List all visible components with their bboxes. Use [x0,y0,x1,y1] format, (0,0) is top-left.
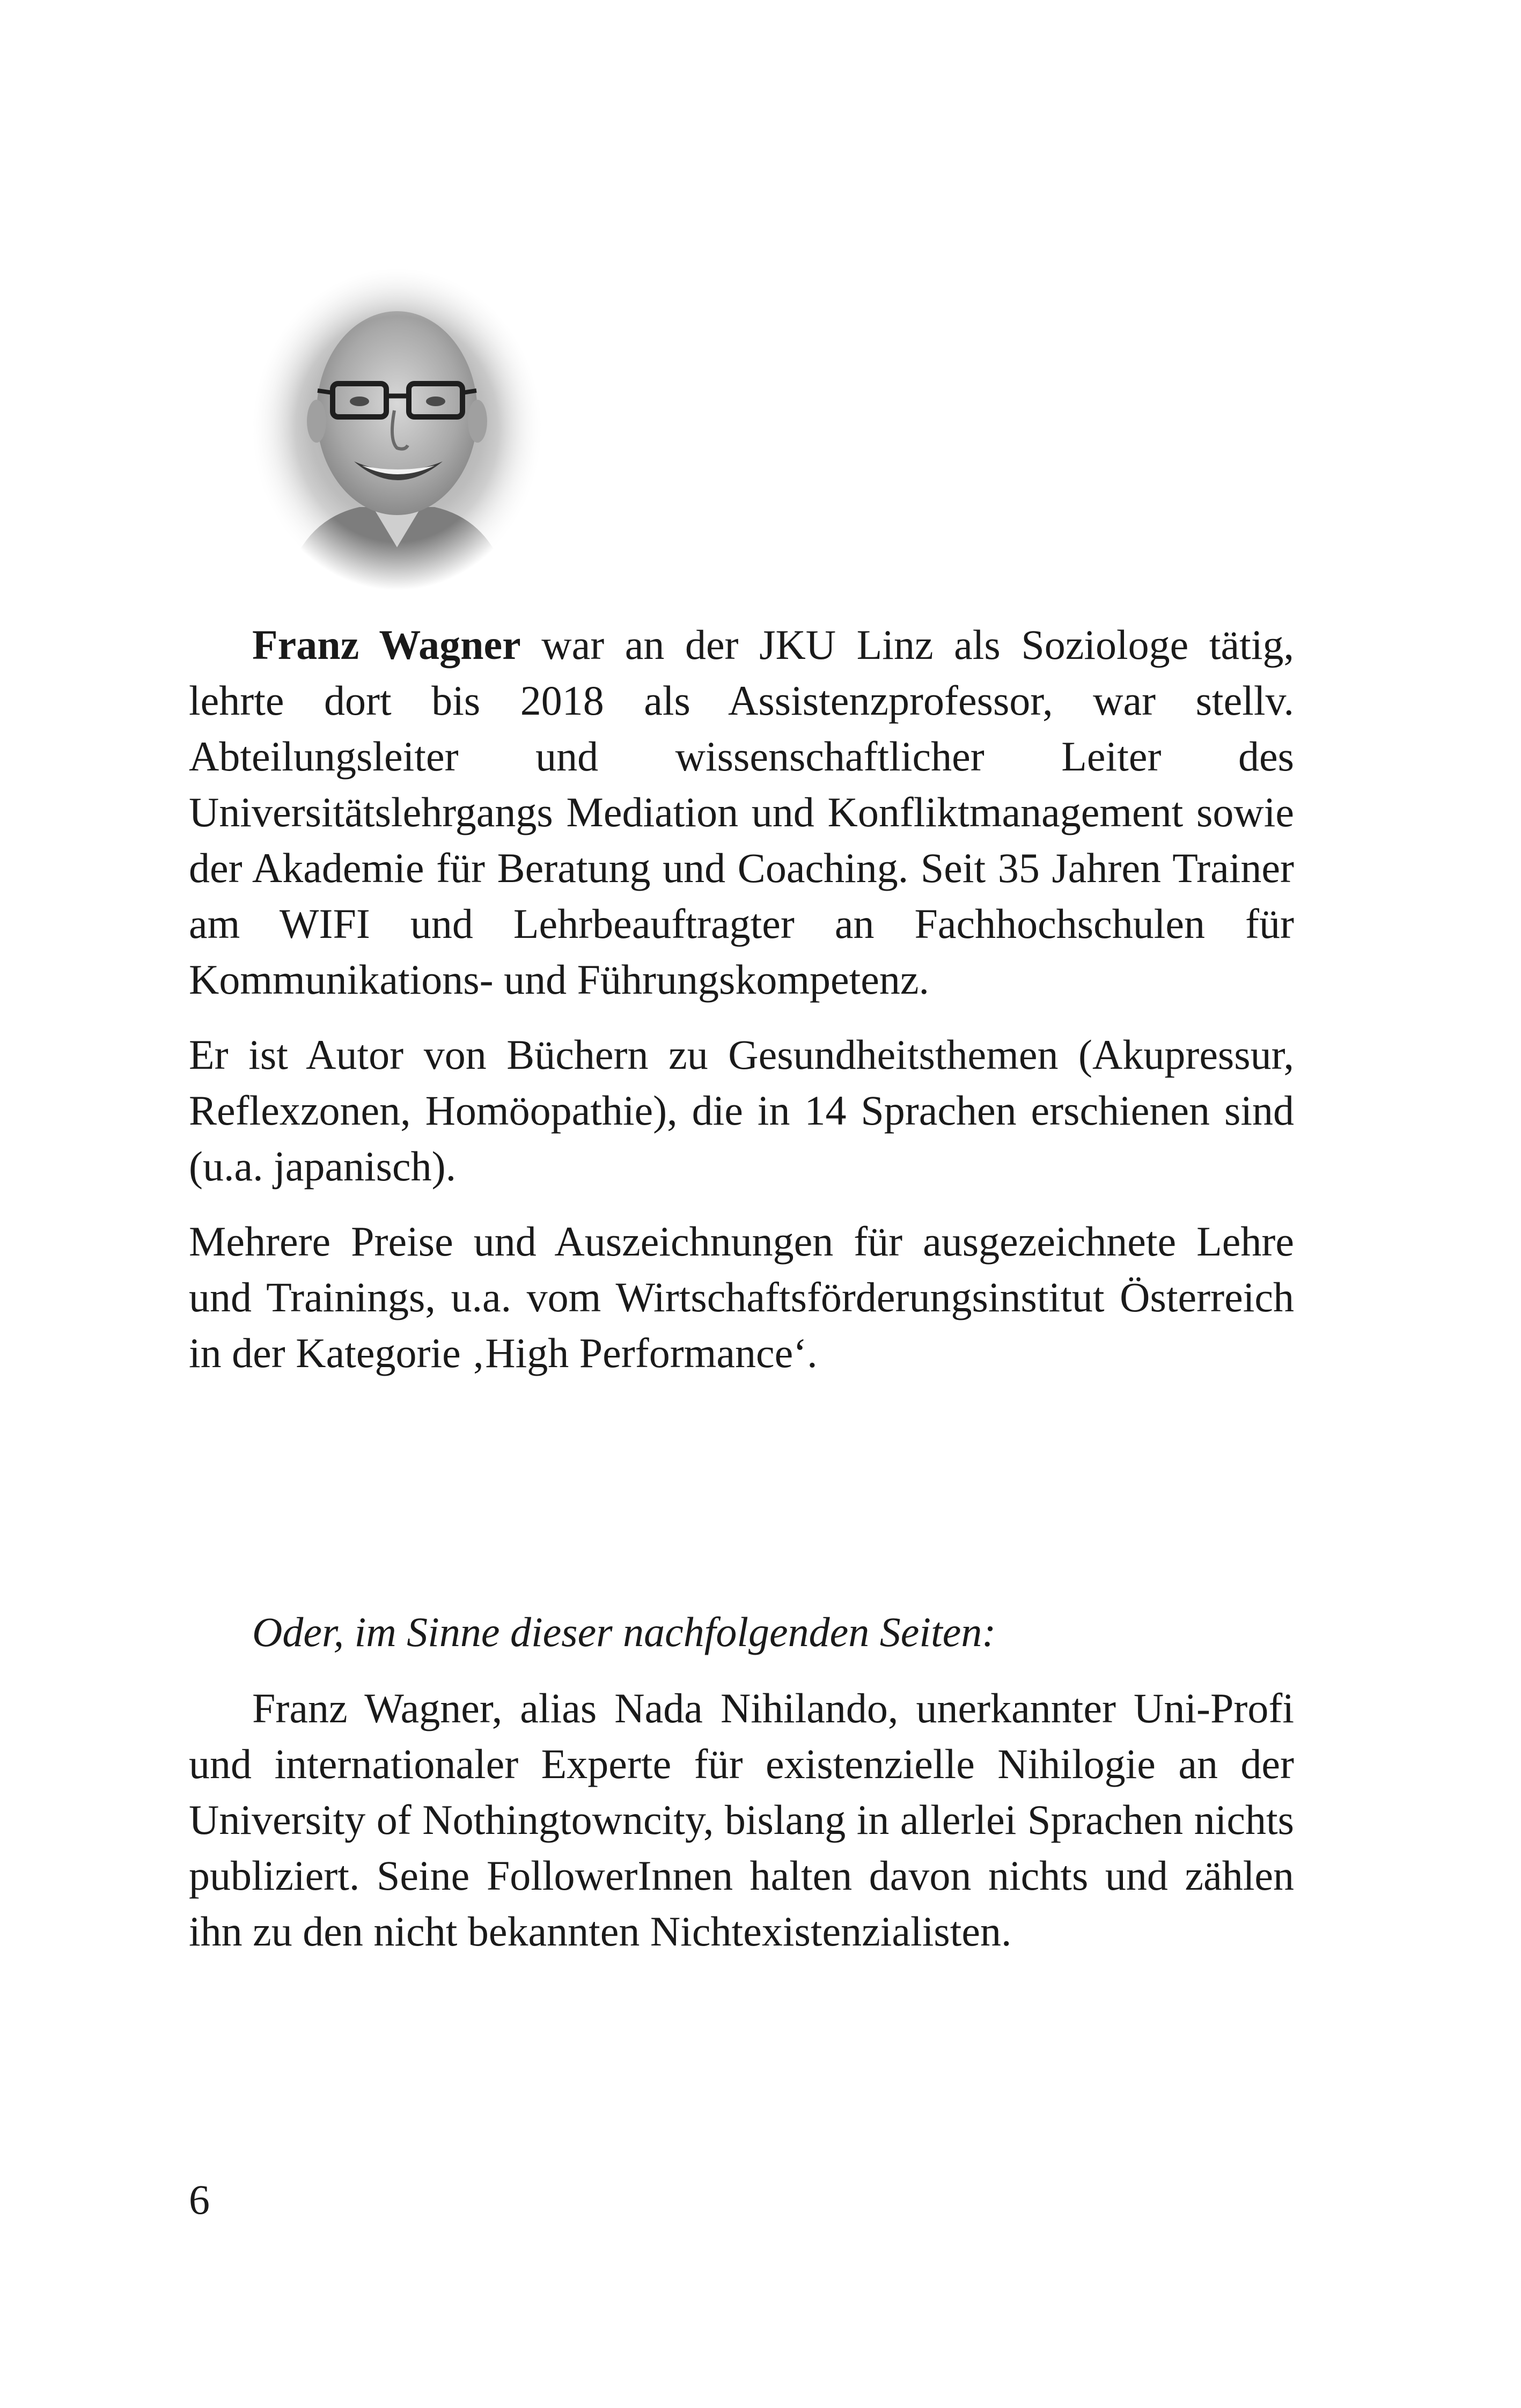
author-name: Franz Wagner [252,621,521,668]
bio-paragraph-3: Mehrere Preise und Auszeichnungen für ausgezeichnete Lehre und Trainings, u.a. vom Wirtschaftsförderungsinstitut Österreich in der Kategorie ‚High Performance‘. [189,1218,1294,1376]
author-portrait [252,268,542,590]
alternative-bio-intro: Oder, im Sinne dieser nachfolgenden Seiten: [252,1609,996,1655]
alternative-bio-text: Franz Wagner, alias Nada Nihilando, unerkannter Uni-Profi und internationaler Experte für existenzielle Nihilogie an der University of Nothingtowncity, bislang in allerlei Sprachen nichts publiziert. Seine FollowerInnen halten davon nichts und zählen ihn zu den nicht bekannten Nichtexistenzialisten. [189,1685,1294,1955]
author-bio [189,617,1294,1381]
alternative-bio [189,1604,1294,1959]
bio-paragraph-1-text: war an der JKU Linz als Soziologe tätig, lehrte dort bis 2018 als Assistenzprofessor, war stellv. Abteilungsleiter und wissenschaftlicher Leiter des Universitätslehrgangs Mediation und Konfliktmanagement sowie der Akademie für Beratung und Coaching. Seit 35 Jahren Trainer am WIFI und Lehrbeauftragter an Fachhochschulen für Kommunikations- und Führungskompetenz. [189,621,1294,1003]
bio-paragraph-1 [189,617,1294,1008]
page-number: 6 [189,2176,210,2223]
bio-paragraph-2: Er ist Autor von Büchern zu Gesundheitsthemen (Akupressur, Reflexzonen, Homöopathie), die in 14 Sprachen erschienen sind (u.a. japanisch). [189,1031,1294,1190]
